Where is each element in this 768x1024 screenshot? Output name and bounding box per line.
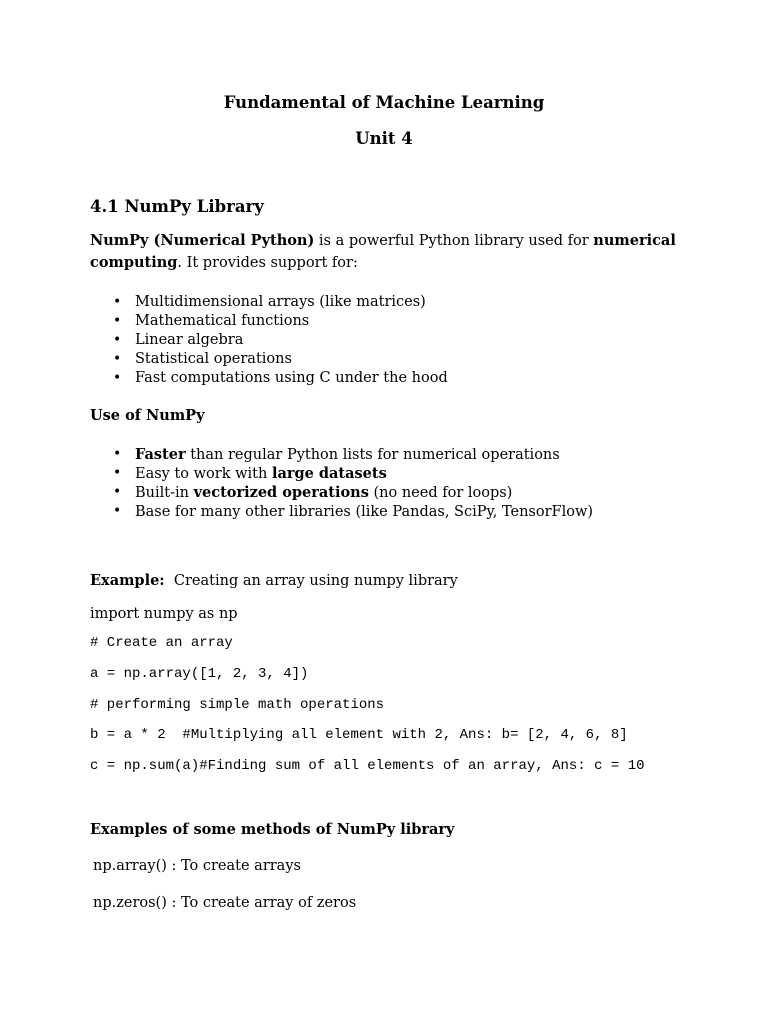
bullet-icon: •: [113, 503, 122, 519]
use-text-bold: large datasets: [271, 465, 387, 482]
section-heading: 4.1 NumPy Library: [90, 197, 264, 216]
bullet-icon: •: [113, 465, 122, 481]
list-item: [90, 445, 593, 464]
intro-text-1: is a powerful Python library used for: [314, 233, 594, 249]
use-text-bold: vectorized operations: [193, 484, 369, 501]
use-heading: Use of NumPy: [90, 407, 205, 424]
list-item-text: Mathematical functions: [135, 313, 310, 329]
use-text-bold: Faster: [135, 446, 186, 463]
use-text-post: (no need for loops): [368, 485, 513, 501]
document-title: Fundamental of Machine Learning: [223, 93, 545, 112]
use-text-pre: Base for many other libraries (like Pandas, SciPy, TensorFlow): [135, 504, 594, 520]
intro-bold-computing: numerical computing: [90, 232, 676, 271]
unit-heading: Unit 4: [355, 129, 413, 148]
intro-paragraph: [90, 230, 690, 274]
use-text-pre: Easy to work with: [135, 466, 272, 482]
list-item-text: Linear algebra: [135, 332, 244, 348]
bullet-icon: •: [113, 446, 122, 462]
example-line: [90, 570, 458, 592]
import-line: import numpy as np: [90, 606, 238, 622]
list-item: [90, 331, 448, 350]
list-item: [90, 293, 448, 312]
list-item-text: Fast computations using C under the hood: [135, 370, 448, 386]
list-item: [90, 369, 448, 388]
list-item: [90, 483, 593, 502]
list-item: [90, 312, 448, 331]
code-comment-create: # Create an array: [90, 635, 233, 651]
use-list: [90, 445, 593, 521]
example-label: Example:: [90, 572, 165, 589]
code-comment-math: # performing simple math operations: [90, 697, 385, 713]
list-item: [90, 464, 593, 483]
list-item-text: Statistical operations: [135, 351, 292, 367]
list-item-text: Multidimensional arrays (like matrices): [135, 294, 426, 310]
bullet-icon: •: [113, 332, 122, 348]
bullet-icon: •: [113, 351, 122, 367]
use-text-post: than regular Python lists for numerical operations: [185, 447, 560, 463]
intro-bold-numpy: NumPy (Numerical Python): [90, 232, 315, 249]
method-item: np.array() : To create arrays: [93, 858, 301, 874]
list-item: [90, 502, 593, 521]
code-line-array: a = np.array([1, 2, 3, 4]): [90, 666, 309, 682]
bullet-icon: •: [113, 370, 122, 386]
code-line-multiply: b = a * 2 #Multiplying all element with 2, Ans: b= [2, 4, 6, 8]: [90, 727, 628, 743]
use-text-pre: Built-in: [135, 485, 194, 501]
bullet-icon: •: [113, 484, 122, 500]
bullet-icon: •: [113, 313, 122, 329]
list-item: [90, 350, 448, 369]
intro-text-2: . It provides support for:: [177, 255, 358, 271]
example-text: Creating an array using numpy library: [164, 573, 458, 589]
support-list: [90, 293, 448, 388]
method-item: np.zeros() : To create array of zeros: [93, 895, 357, 911]
code-line-sum: c = np.sum(a)#Finding sum of all elements of an array, Ans: c = 10: [90, 758, 645, 774]
methods-heading: Examples of some methods of NumPy library: [90, 821, 455, 838]
bullet-icon: •: [113, 294, 122, 310]
